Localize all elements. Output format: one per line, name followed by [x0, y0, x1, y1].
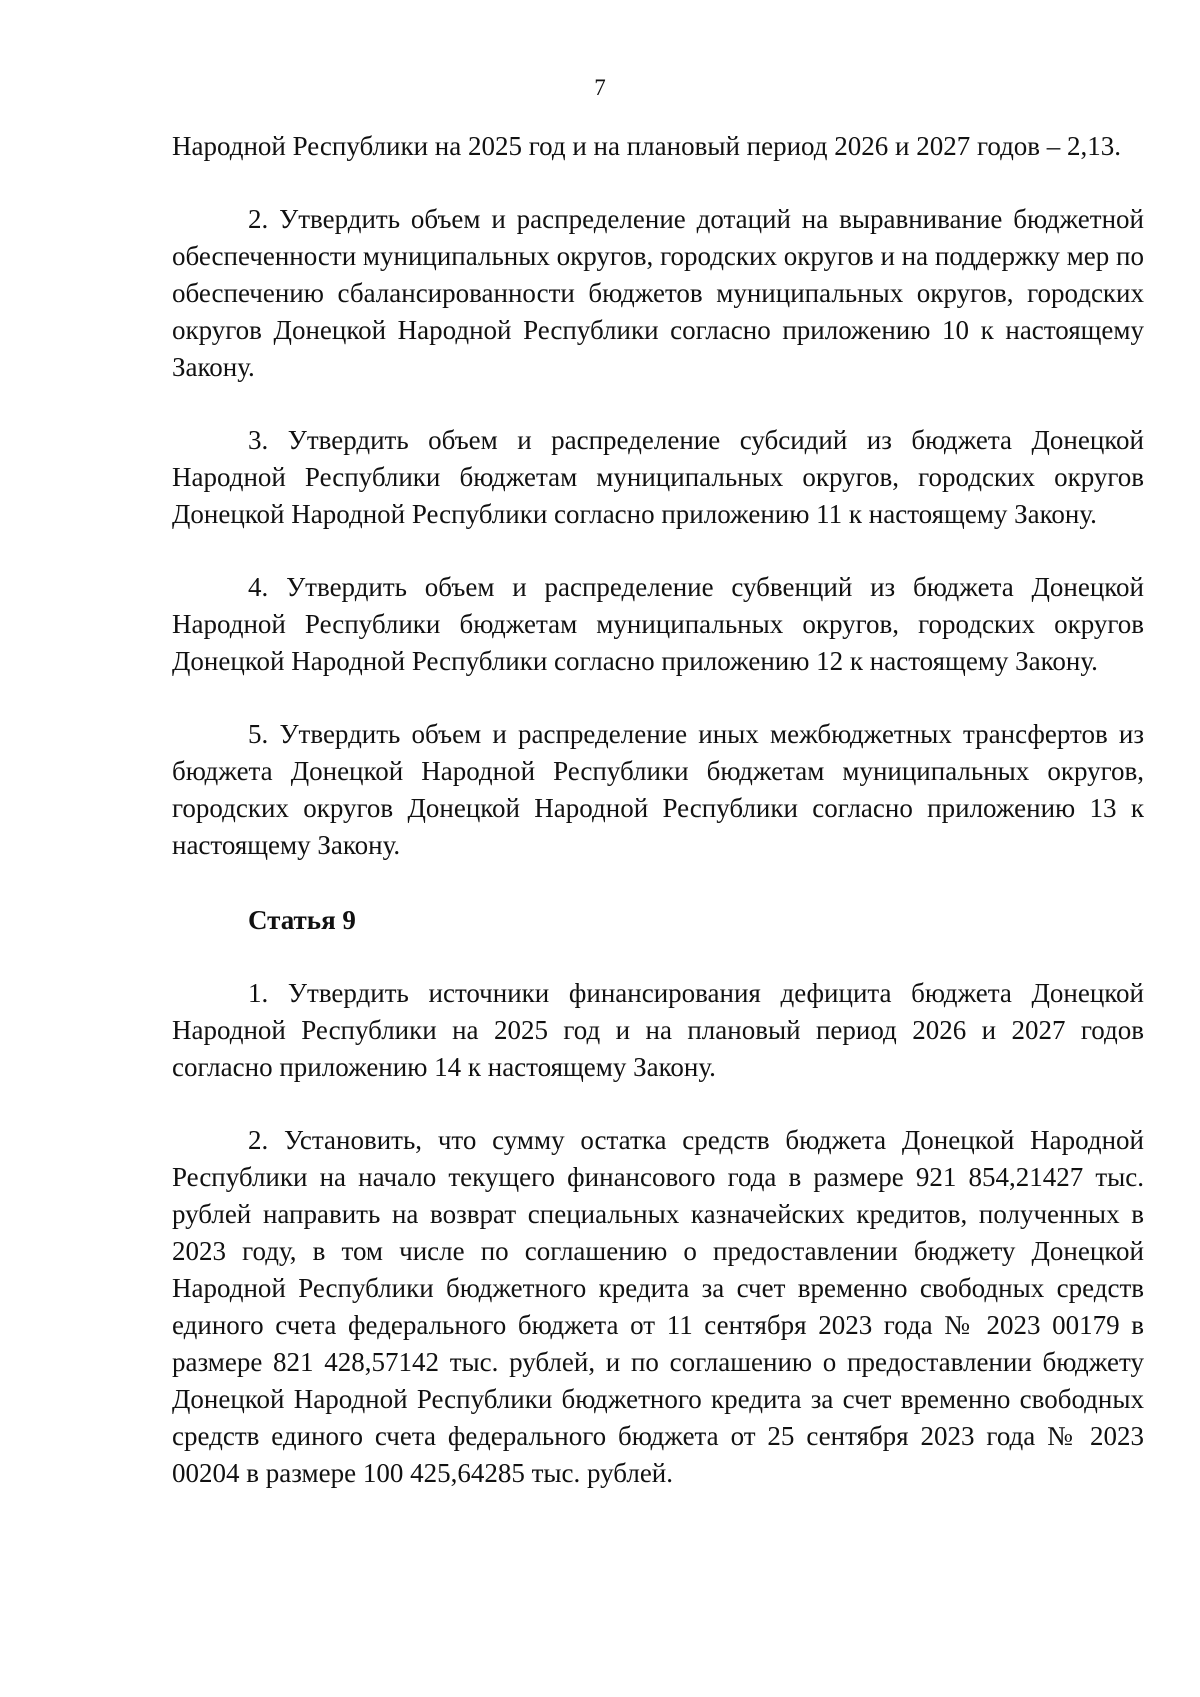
paragraph-item-5: 5. Утвердить объем и распределение иных межбюджетных трансфертов из бюджета Донецкой Народной Республики бюджетам муниципальных округов, городских округов Донецкой Народной Республики согласно приложению 13 к настоящему Закону. — [172, 719, 1144, 860]
article-9-paragraph-2: 2. Установить, что сумму остатка средств бюджета Донецкой Народной Республики на начало текущего финансового года в размере 921 854,21427 тыс. рублей направить на возврат специальных казначейских кредитов, полученных в 2023 году, в том числе по соглашению о предоставлении бюджету Донецкой Народной Республики бюджетного кредита за счет временно свободных средств единого счета федерального бюджета от 11 сентября 2023 года № 2023 00179 в размере 821 428,57142 тыс. рублей, и по соглашению о предоставлении бюджету Донецкой Народной Республики бюджетного кредита за счет временно свободных средств единого счета федерального бюджета от 25 сентября 2023 года № 2023 00204 в размере 100 425,64285 тыс. рублей. — [172, 1125, 1144, 1488]
paragraph-item-3: 3. Утвердить объем и распределение субсидий из бюджета Донецкой Народной Республики бюджетам муниципальных округов, городских округов Донецкой Народной Республики согласно приложению 11 к настоящему Закону. — [172, 425, 1144, 529]
continued-paragraph: Народной Республики на 2025 год и на плановый период 2026 и 2027 годов – 2,13. — [172, 131, 1122, 161]
page-number: 7 — [594, 75, 606, 100]
article-9-paragraph-1: 1. Утвердить источники финансирования дефицита бюджета Донецкой Народной Республики на 2025 год и на плановый период 2026 и 2027 годов согласно приложению 14 к настоящему Закону. — [172, 978, 1144, 1082]
article-heading: Статья 9 — [248, 905, 356, 935]
paragraph-item-2: 2. Утвердить объем и распределение дотаций на выравнивание бюджетной обеспеченности муниципальных округов, городских округов и на поддержку мер по обеспечению сбалансированности бюджетов муниципальных округов, городских округов Донецкой Народной Республики согласно приложению 10 к настоящему Закону. — [172, 204, 1144, 382]
document-body — [172, 128, 1144, 1492]
paragraph-item-4: 4. Утвердить объем и распределение субвенций из бюджета Донецкой Народной Республики бюджетам муниципальных округов, городских округов Донецкой Народной Республики согласно приложению 12 к настоящему Закону. — [172, 572, 1144, 676]
